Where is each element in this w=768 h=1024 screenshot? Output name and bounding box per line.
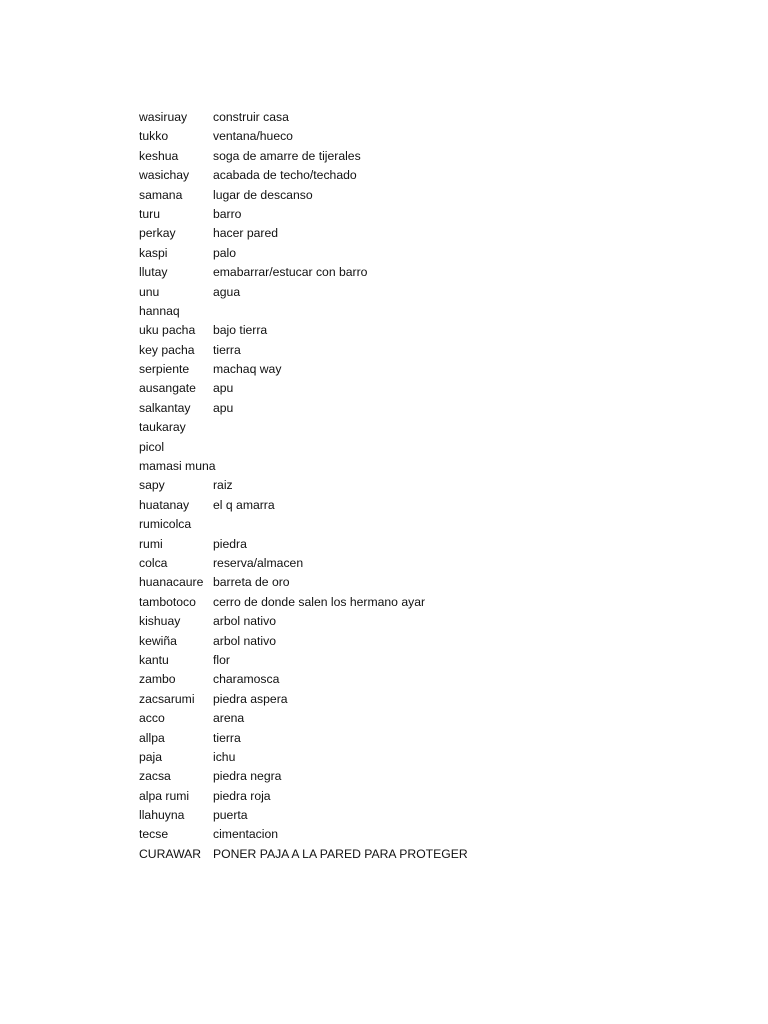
term: key pacha	[139, 342, 195, 357]
term: tambotoco	[139, 594, 196, 609]
meaning: arbol nativo	[213, 614, 277, 629]
term: zacsarumi	[139, 691, 195, 706]
glossary-row	[139, 166, 699, 185]
meaning: apu	[213, 381, 234, 396]
meaning: arena	[213, 711, 245, 726]
glossary-row	[139, 302, 699, 321]
glossary-row	[139, 729, 699, 748]
term: picol	[139, 439, 165, 454]
glossary-row	[139, 263, 699, 282]
term: taukaray	[139, 420, 186, 435]
glossary-row	[139, 457, 699, 476]
glossary-row	[139, 186, 699, 205]
meaning: cerro de donde salen los hermano ayar	[213, 594, 426, 609]
meaning: reserva/almacen	[213, 555, 304, 570]
meaning: barreta de oro	[213, 575, 290, 590]
term: CURAWAR	[139, 846, 202, 861]
term: zambo	[139, 672, 176, 687]
meaning: construir casa	[213, 110, 289, 124]
meaning: barro	[213, 206, 242, 221]
glossary-row	[139, 651, 699, 670]
meaning: emabarrar/estucar con barro	[213, 265, 368, 280]
glossary-row	[139, 748, 699, 767]
meaning: acabada de techo/techado	[213, 168, 357, 183]
meaning: piedra roja	[213, 788, 271, 803]
meaning	[213, 515, 699, 534]
glossary-row	[139, 321, 699, 340]
meaning: piedra aspera	[213, 691, 288, 706]
glossary-row	[139, 244, 699, 263]
glossary-row	[139, 825, 699, 844]
term: samana	[139, 187, 183, 202]
meaning: tierra	[213, 342, 241, 357]
meaning: arbol nativo	[213, 633, 277, 648]
meaning	[213, 302, 699, 321]
glossary-row	[139, 147, 699, 166]
meaning	[213, 418, 699, 437]
glossary-row	[139, 845, 699, 864]
meaning: puerta	[213, 808, 248, 823]
term: ausangate	[139, 381, 196, 396]
term: zacsa	[139, 769, 171, 784]
meaning: raiz	[213, 478, 233, 493]
meaning: cimentacion	[213, 827, 279, 842]
term: tecse	[139, 827, 169, 842]
term: keshua	[139, 148, 179, 163]
term: turu	[139, 206, 161, 221]
glossary-row	[139, 787, 699, 806]
meaning: machaq way	[213, 362, 282, 377]
glossary-row	[139, 632, 699, 651]
glossary-row	[139, 379, 699, 398]
term: mamasi muna	[139, 459, 216, 474]
glossary-row	[139, 767, 699, 786]
meaning: ventana/hueco	[213, 129, 293, 144]
meaning: palo	[213, 245, 237, 260]
meaning: charamosca	[213, 672, 280, 687]
meaning: flor	[213, 652, 230, 667]
glossary-row	[139, 418, 699, 437]
glossary-row	[139, 593, 699, 612]
meaning: lugar de descanso	[213, 187, 313, 202]
term: llutay	[139, 265, 168, 280]
meaning	[213, 438, 699, 457]
meaning: ichu	[213, 749, 236, 764]
glossary-row	[139, 515, 699, 534]
term: kantu	[139, 652, 169, 667]
term: colca	[139, 555, 168, 570]
glossary-row	[139, 399, 699, 418]
meaning: tierra	[213, 730, 241, 745]
term: allpa	[139, 730, 165, 745]
glossary-row	[139, 476, 699, 495]
term: kaspi	[139, 245, 168, 260]
term: huatanay	[139, 497, 190, 512]
term: wasichay	[139, 168, 190, 183]
glossary-row	[139, 283, 699, 302]
glossary-list	[139, 108, 699, 864]
glossary-row	[139, 806, 699, 825]
glossary-row	[139, 535, 699, 554]
term: kewiña	[139, 633, 177, 648]
term: huanacaure	[139, 575, 204, 590]
glossary-row	[139, 690, 699, 709]
term: hannaq	[139, 303, 180, 318]
meaning: el q amarra	[213, 497, 275, 512]
term: wasiruay	[139, 110, 188, 124]
term: rumi	[139, 536, 163, 551]
glossary-row	[139, 108, 699, 127]
glossary-row	[139, 360, 699, 379]
term: tukko	[139, 129, 169, 144]
glossary-row	[139, 612, 699, 631]
glossary-row	[139, 438, 699, 457]
term: kishuay	[139, 614, 181, 629]
term: sapy	[139, 478, 165, 493]
term: acco	[139, 711, 165, 726]
term: rumicolca	[139, 517, 192, 532]
glossary-row	[139, 709, 699, 728]
term: uku pacha	[139, 323, 196, 338]
term: serpiente	[139, 362, 190, 377]
glossary-row	[139, 205, 699, 224]
term: salkantay	[139, 400, 191, 415]
meaning: bajo tierra	[213, 323, 268, 338]
meaning: agua	[213, 284, 241, 299]
glossary-row	[139, 554, 699, 573]
glossary-row	[139, 573, 699, 592]
meaning: apu	[213, 400, 234, 415]
glossary-row	[139, 224, 699, 243]
meaning	[213, 457, 699, 476]
meaning: hacer pared	[213, 226, 279, 241]
term: llahuyna	[139, 808, 185, 823]
term: paja	[139, 749, 163, 764]
term: alpa rumi	[139, 788, 190, 803]
glossary-row	[139, 496, 699, 515]
glossary-row	[139, 341, 699, 360]
term: unu	[139, 284, 160, 299]
glossary-row	[139, 670, 699, 689]
meaning: PONER PAJA A LA PARED PARA PROTEGER	[213, 846, 468, 861]
glossary-row	[139, 127, 699, 146]
term: perkay	[139, 226, 176, 241]
meaning: piedra negra	[213, 769, 282, 784]
meaning: piedra	[213, 536, 247, 551]
meaning: soga de amarre de tijerales	[213, 148, 361, 163]
